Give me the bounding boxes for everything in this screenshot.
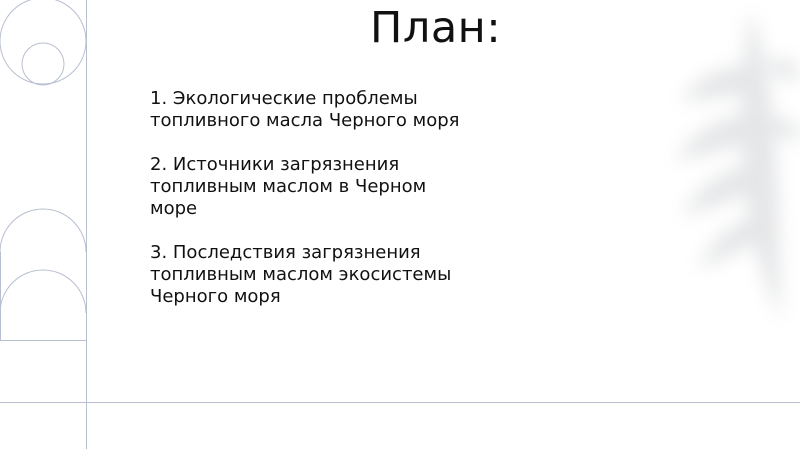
lower-arch [0,270,86,313]
plan-list [150,88,510,330]
leaf-watermark-icon [630,0,800,330]
upper-arch [0,209,86,252]
small-circle [22,43,64,85]
page-title: План: [370,3,502,53]
plan-item-3: 3. Последствия загрязнения топливным маслом экосистемы Черного моря [150,242,452,307]
large-circle [0,0,86,84]
plan-item-1: 1. Экологические проблемы топливного масла Черного моря [150,88,460,131]
plan-item-2: 2. Источники загрязнения топливным маслом в Черном море [150,154,427,219]
